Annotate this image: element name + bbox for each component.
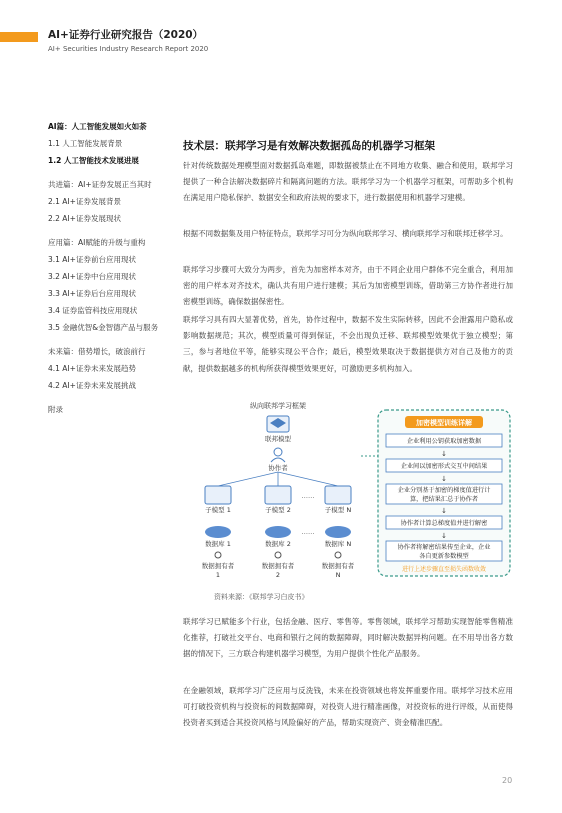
toc-item[interactable]: 1.2 人工智能技术发展进展 [48,156,139,165]
owner-n-number: N [335,571,341,579]
submodel-2-label: 子模型 2 [265,506,291,514]
federated-model-icon [267,416,289,432]
ellipsis-2: …… [301,528,315,536]
submodel-2-icon [265,486,291,504]
paragraph-4: 联邦学习具有四大显著优势，首先，协作过程中，数据不发生实际转移，因此不会泄露用户隐私或影响数据规范；其次，模型质量可得到保证，不会出现负迁移、联邦模型效果优于独立模型；第三，参与者地位平等，能够实现公平合作；最后，模型效果取决于数据提供方对自己及他方的贡献，提供数据越多的机构所获得模型效果更好，可激励更多机构加入。 [183,315,513,373]
database-2-label: 数据库 2 [265,540,291,548]
federated-model-label: 联邦模型 [265,435,291,443]
toc-item[interactable]: 3.5 金融优智&金智德产品与服务 [48,323,159,332]
ellipsis-1: …… [301,492,315,500]
step-2: 企业间以加密形式交互中间结果 [400,463,488,470]
paragraph-6: 在金融领域，联邦学习广泛应用与反洗钱，未来在投资领域也将发挥重要作用。联邦学习技术应用可打破投资机构与投资标的间数据障碍，对投资人进行精准画像，对投资标的进行评级，从而使得投资者买到适合其投资风格与风险偏好的产品，帮助实现资产、资金精准匹配。 [183,686,513,728]
coordinator-icon [271,448,285,462]
report-title: AI+证券行业研究报告（2020） [48,29,204,41]
arrow-down-icon: ↓ [441,450,447,458]
step-5-line-2: 各自更新参数模型 [419,553,469,560]
paragraph-2: 根据不同数据集及用户特征特点，联邦学习可分为纵向联邦学习、横向联邦学习和联邦迁移学习。 [183,229,508,238]
toc-item[interactable]: 应用篇：AI赋能的升级与重构 [48,238,146,247]
toc-item[interactable]: 3.2 AI+证券中台应用现状 [48,272,136,281]
arrow-down-icon: ↓ [441,532,447,540]
paragraph-3: 联邦学习步骤可大致分为两步，首先为加密样本对齐，由于不同企业用户群体不完全重合，利用加密的用户样本对齐技术，确认共有用户进行建模；其后为加密模型训练，借助第三方协作者进行加密模型训练，确保数据保密性。 [183,265,513,307]
toc-item[interactable]: 附录 [48,405,63,414]
loop-footnote: 进行上述步骤直至损失函数收敛 [401,566,487,573]
federated-learning-diagram [183,396,523,586]
owner-2-number: 2 [275,571,281,579]
step-1: 企业利用公钥获取加密数据 [406,438,482,445]
toc-item[interactable]: AI篇：人工智能发展如火如荼 [48,122,147,131]
owner-1-icon [215,552,221,558]
toc-item[interactable]: 4.2 AI+证券未来发展挑战 [48,381,136,390]
diagram-title: 纵向联邦学习框架 [250,402,306,410]
toc-item[interactable]: 4.1 AI+证券未来发展趋势 [48,364,136,373]
toc-item[interactable]: 1.1 人工智能发展背景 [48,139,123,148]
table-of-contents [48,118,188,418]
database-n-icon [325,526,351,538]
owner-1-label: 数据拥有者 [201,562,235,570]
database-n-label: 数据库 N [324,540,352,548]
submodel-n-icon [325,486,351,504]
report-subtitle: AI+ Securities Industry Research Report 2020 [48,45,209,53]
submodel-1-label: 子模型 1 [205,506,231,514]
detail-title: 加密模型训练详解 [416,419,472,427]
toc-item[interactable]: 3.3 AI+证券后台应用现状 [48,289,136,298]
step-4: 协作者计算总梯度值并进行解密 [400,520,488,527]
submodel-1-icon [205,486,231,504]
toc-item[interactable]: 2.2 AI+证券发展现状 [48,214,121,223]
paragraph-5: 联邦学习已赋能多个行业，包括金融、医疗、零售等。零售领域，联邦学习帮助实现智能零售精准化推荐，打破社交平台、电商和银行之间的数据障碍，同时解决数据异构问题。在不用导出各方数据的情况下，三方联合构建机器学习模型，为用户提供个性化产品服务。 [183,617,513,659]
toc-item[interactable]: 2.1 AI+证券发展背景 [48,197,121,206]
toc-item[interactable]: 3.1 AI+证券前台应用现状 [48,255,136,264]
step-3-line-2: 算，把结果汇总于协作者 [409,496,479,503]
header-accent-bar [0,32,38,42]
owner-2-icon [275,552,281,558]
owner-n-icon [335,552,341,558]
page-number: 20 [502,776,513,785]
arrow-down-icon: ↓ [441,507,447,515]
toc-item[interactable]: 3.4 证券监管科技应用现状 [48,306,138,315]
database-1-label: 数据库 1 [205,540,231,548]
submodel-n-label: 子模型 N [324,506,352,514]
toc-item[interactable]: 共进篇：AI+证券发展正当其时 [48,180,152,189]
paragraph-1: 针对传统数据处理模型面对数据孤岛难题，即数据被禁止在不同地方收集、融合和使用，联邦学习提供了一种合法解决数据碎片和隔离问题的方法。联邦学习为一个机器学习框架，可帮助多个机构在满足用户隐私保护、数据安全和政府法规的要求下，进行数据使用和机器学习建模。 [183,161,513,203]
database-1-icon [205,526,231,538]
step-5-line-1: 协作者将解密结果传至企业，企业 [397,544,491,551]
source-note: 资料来源：《联邦学习白皮书》 [214,593,309,601]
owner-1-number: 1 [215,571,221,579]
owner-n-label: 数据拥有者 [321,562,355,570]
database-2-icon [265,526,291,538]
section-title: 技术层：联邦学习是有效解决数据孤岛的机器学习框架 [183,140,435,152]
step-3-line-1: 企业分别基于加密的梯度值进行计 [397,487,491,494]
toc-item[interactable]: 未来篇：借势增长，破浪前行 [48,347,146,356]
coordinator-label: 协作者 [268,464,288,472]
arrow-down-icon: ↓ [441,475,447,483]
owner-2-label: 数据拥有者 [261,562,295,570]
